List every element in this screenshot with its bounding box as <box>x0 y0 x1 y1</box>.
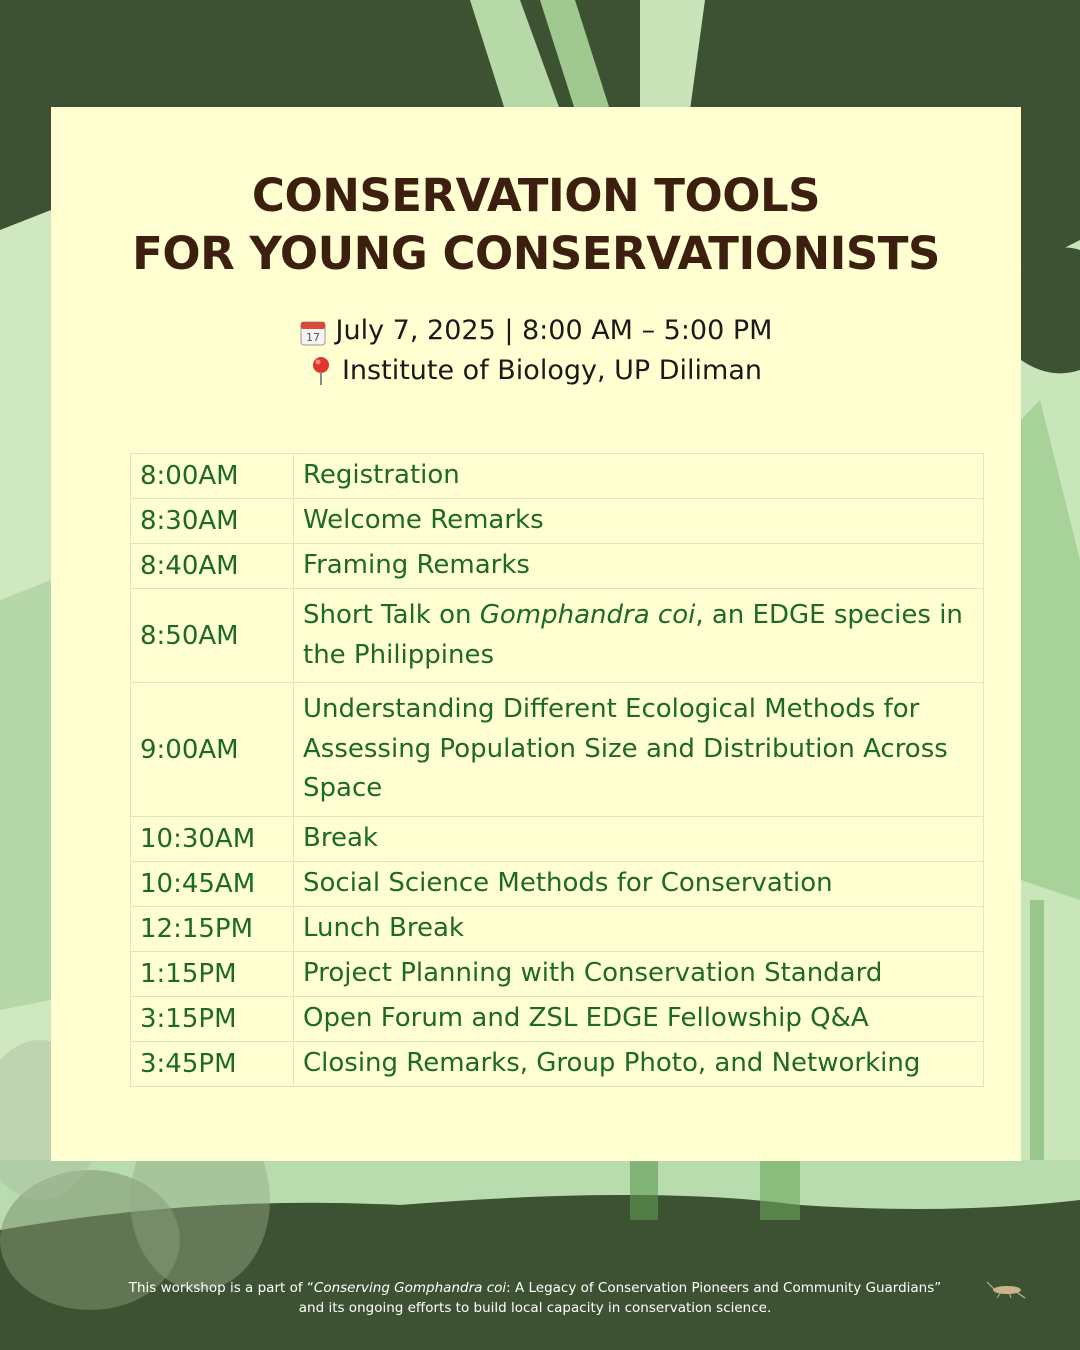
table-row <box>131 499 984 544</box>
table-row <box>131 589 984 683</box>
table-row <box>131 907 984 952</box>
calendar-day: 17 <box>305 331 320 344</box>
schedule-activity: Lunch Break <box>294 907 984 952</box>
table-row <box>131 454 984 499</box>
schedule-activity: Registration <box>294 454 984 499</box>
schedule-activity: Closing Remarks, Group Photo, and Networking <box>294 1042 984 1087</box>
table-row <box>131 817 984 862</box>
schedule-time: 12:15PM <box>131 907 294 952</box>
table-row <box>131 997 984 1042</box>
footer-note <box>120 1278 950 1318</box>
schedule-time: 3:45PM <box>131 1042 294 1087</box>
schedule-activity <box>294 589 984 683</box>
schedule-activity: Understanding Different Ecological Methods for Assessing Population Size and Distribution Across Space <box>294 683 984 817</box>
schedule-activity: Welcome Remarks <box>294 499 984 544</box>
footer-text: : A Legacy of Conservation Pioneers and Community Guardians” and its ongoing efforts to build local capacity in conservation science. <box>298 1280 942 1316</box>
table-row <box>131 683 984 817</box>
cricket-icon <box>985 1278 1029 1302</box>
event-date: July 7, 2025 | 8:00 AM – 5:00 PM <box>335 315 773 346</box>
table-row <box>131 1042 984 1087</box>
schedule-time: 8:00AM <box>131 454 294 499</box>
title-line-2: FOR YOUNG CONSERVATIONISTS <box>132 227 940 280</box>
event-card <box>51 107 1021 1161</box>
table-row <box>131 862 984 907</box>
event-title <box>51 167 1021 283</box>
event-info <box>51 311 1021 391</box>
table-row <box>131 544 984 589</box>
date-row <box>51 311 1021 351</box>
schedule-time: 8:30AM <box>131 499 294 544</box>
title-line-1: CONSERVATION TOOLS <box>251 169 821 222</box>
table-row <box>131 952 984 997</box>
calendar-icon <box>300 318 326 344</box>
footer-italic: Conserving Gomphandra coi <box>313 1280 507 1296</box>
location-row <box>51 351 1021 391</box>
schedule-table <box>130 453 984 1087</box>
event-location: Institute of Biology, UP Diliman <box>341 355 763 386</box>
schedule-activity: Social Science Methods for Conservation <box>294 862 984 907</box>
schedule-time: 3:15PM <box>131 997 294 1042</box>
schedule-activity: Break <box>294 817 984 862</box>
schedule-time: 10:30AM <box>131 817 294 862</box>
schedule-activity: Open Forum and ZSL EDGE Fellowship Q&A <box>294 997 984 1042</box>
schedule-time: 10:45AM <box>131 862 294 907</box>
activity-text: , an EDGE species in the Philippines <box>303 600 963 670</box>
location-pin-icon <box>310 356 332 386</box>
schedule-activity: Project Planning with Conservation Standard <box>294 952 984 997</box>
schedule-time: 8:40AM <box>131 544 294 589</box>
footer-text: This workshop is a part of “ <box>128 1280 314 1296</box>
schedule-time: 9:00AM <box>131 683 294 817</box>
schedule-activity: Framing Remarks <box>294 544 984 589</box>
activity-text: Short Talk on <box>303 600 480 630</box>
species-name: Gomphandra coi <box>479 600 696 630</box>
schedule-time: 1:15PM <box>131 952 294 997</box>
schedule-time: 8:50AM <box>131 589 294 683</box>
